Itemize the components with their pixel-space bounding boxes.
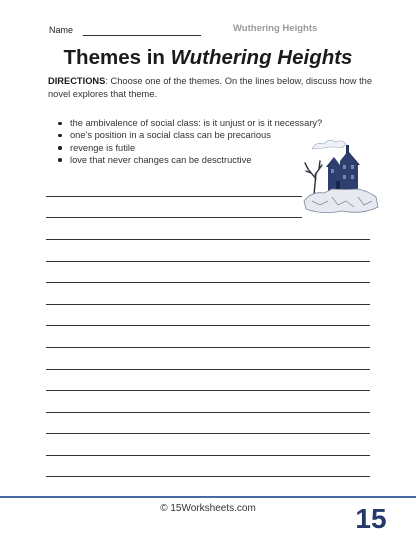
writing-line[interactable] <box>46 347 370 348</box>
theme-item <box>58 129 322 141</box>
theme-text: love that never changes can be desctructive <box>70 154 252 165</box>
directions <box>48 75 378 101</box>
bullet-icon <box>58 146 62 150</box>
writing-line[interactable] <box>46 325 370 326</box>
theme-list <box>58 117 322 166</box>
theme-item <box>58 117 322 129</box>
title-prefix: Themes in <box>63 46 171 69</box>
logo-text: 15 <box>355 503 387 533</box>
name-line[interactable] <box>83 35 201 36</box>
haunted-house-icon <box>302 135 380 217</box>
writing-line[interactable] <box>46 412 370 413</box>
footer-copyright: © 15Worksheets.com <box>160 503 256 514</box>
bullet-icon <box>58 158 62 162</box>
writing-line[interactable] <box>46 369 370 370</box>
worksheet-title <box>0 46 416 70</box>
name-row <box>49 22 379 38</box>
writing-line[interactable] <box>46 261 370 262</box>
title-emphasis: Wuthering Heights <box>170 46 353 69</box>
writing-line[interactable] <box>46 282 370 283</box>
directions-label: DIRECTIONS <box>48 76 106 86</box>
writing-line[interactable] <box>46 304 370 305</box>
name-label: Name <box>49 25 74 35</box>
writing-line[interactable] <box>46 390 370 391</box>
theme-text: one’s position in a social class can be precarious <box>70 130 271 141</box>
theme-item <box>58 142 322 154</box>
writing-line[interactable] <box>46 217 302 218</box>
bullet-icon <box>58 134 62 138</box>
writing-line[interactable] <box>46 476 370 477</box>
directions-text: : Choose one of the themes. On the lines below, discuss how the novel explores that theme. <box>48 76 373 99</box>
15worksheets-logo <box>353 499 389 533</box>
theme-text: revenge is futile <box>70 142 136 153</box>
writing-line[interactable] <box>46 455 370 456</box>
writing-line[interactable] <box>46 239 370 240</box>
theme-item <box>58 154 322 166</box>
bullet-icon <box>58 122 62 126</box>
writing-line[interactable] <box>46 196 302 197</box>
brand-title: Wuthering Heights <box>233 23 318 34</box>
footer-rule <box>0 496 416 498</box>
theme-text: the ambivalence of social class: is it unjust or is it necessary? <box>70 118 323 128</box>
writing-line[interactable] <box>46 433 370 434</box>
